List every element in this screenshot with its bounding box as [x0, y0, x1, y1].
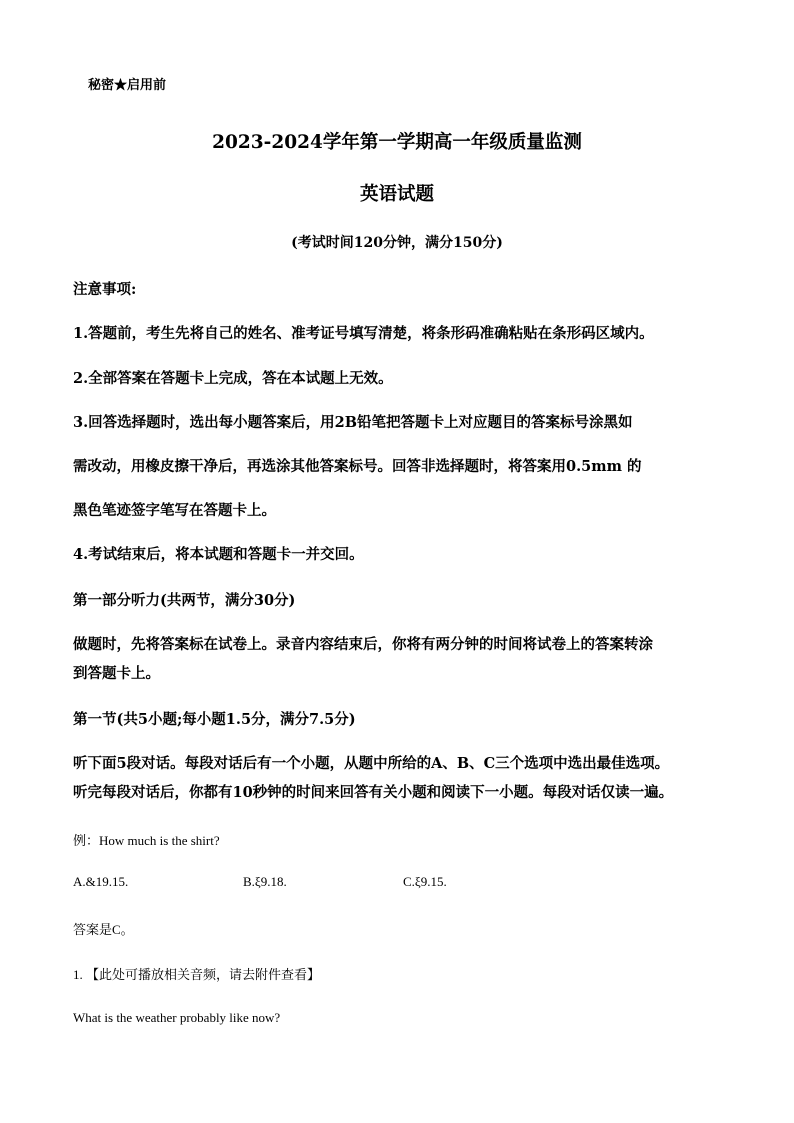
part1-heading: 第一部分听力(共两节，满分30分): [73, 592, 296, 609]
example-option-a: A.&19.15.: [73, 874, 129, 889]
question1-audio-note: 1. 【此处可播放相关音频，请去附件查看】: [73, 967, 321, 982]
question1-text: What is the weather probably like now?: [73, 1010, 281, 1025]
notice-item: 需改动，用橡皮擦干净后，再选涂其他答案标号。回答非选择题时，将答案用0.5mm 的: [73, 458, 642, 475]
exam-info: (考试时间120分钟，满分150分): [291, 235, 503, 251]
section1-instruction: 听下面5段对话。每段对话后有一个小题，从题中所给的A、B、C三个选项中选出最佳选项。: [73, 755, 670, 772]
notice-heading: 注意事项:: [73, 281, 137, 298]
section1-heading: 第一节(共5小题;每小题1.5分，满分7.5分): [73, 711, 356, 728]
notice-item: 3.回答选择题时，选出每小题答案后，用2B铅笔把答题卡上对应题目的答案标号涂黑如: [73, 414, 633, 431]
section1-instruction: 听完每段对话后，你都有10秒钟的时间来回答有关小题和阅读下一小题。每段对话仅读一遍。: [73, 784, 674, 801]
example-answer: 答案是C。: [73, 922, 134, 937]
example-option-c: C.ξ9.15.: [403, 874, 447, 889]
confidential-label: 秘密★启用前: [88, 78, 167, 93]
notice-item: 4.考试结束后，将本试题和答题卡一并交回。: [73, 546, 364, 563]
notice-item: 1.答题前，考生先将自己的姓名、准考证号填写清楚，将条形码准确粘贴在条形码区域内。: [73, 325, 654, 342]
part1-instruction: 做题时，先将答案标在试卷上。录音内容结束后，你将有两分钟的时间将试卷上的答案转涂: [73, 636, 653, 653]
example-option-b: B.ξ9.18.: [243, 874, 287, 889]
example-question: 例：How much is the shirt?: [73, 833, 220, 848]
part1-instruction: 到答题卡上。: [73, 665, 160, 682]
page-subtitle: 英语试题: [359, 184, 434, 205]
page-title: 2023-2024学年第一学期高一年级质量监测: [212, 132, 582, 153]
notice-item: 2.全部答案在答题卡上完成，答在本试题上无效。: [73, 370, 393, 387]
notice-item: 黑色笔迹签字笔写在答题卡上。: [73, 502, 276, 519]
